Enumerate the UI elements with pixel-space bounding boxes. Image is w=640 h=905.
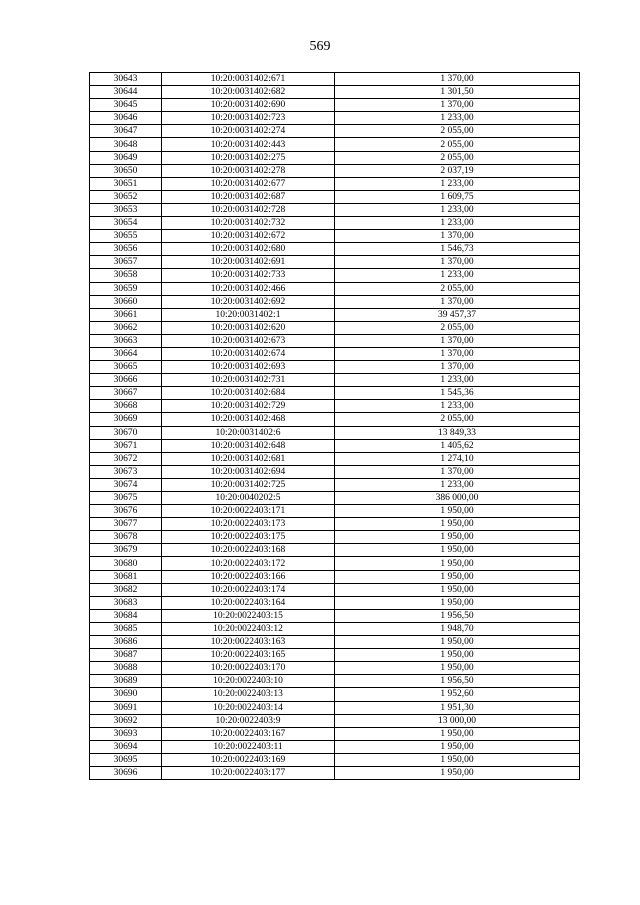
- amount-cell: 1 370,00: [335, 99, 580, 112]
- table-row: [90, 308, 580, 321]
- table-row: [90, 334, 580, 347]
- amount-cell: 1 950,00: [335, 766, 580, 779]
- row-number-cell: 30667: [90, 387, 162, 400]
- cadastral-number-cell: 10:20:0022403:165: [162, 649, 335, 662]
- table-row: [90, 636, 580, 649]
- cadastral-number-cell: 10:20:0022403:168: [162, 544, 335, 557]
- row-number-cell: 30652: [90, 190, 162, 203]
- table-row: [90, 400, 580, 413]
- row-number-cell: 30650: [90, 164, 162, 177]
- table-row: [90, 217, 580, 230]
- cadastral-number-cell: 10:20:0031402:682: [162, 86, 335, 99]
- amount-cell: 1 952,60: [335, 688, 580, 701]
- row-number-cell: 30655: [90, 230, 162, 243]
- row-number-cell: 30654: [90, 217, 162, 230]
- table-row: [90, 426, 580, 439]
- row-number-cell: 30677: [90, 518, 162, 531]
- amount-cell: 1 951,30: [335, 701, 580, 714]
- table-row: [90, 230, 580, 243]
- row-number-cell: 30682: [90, 583, 162, 596]
- cadastral-number-cell: 10:20:0022403:10: [162, 675, 335, 688]
- amount-cell: 1 301,50: [335, 86, 580, 99]
- amount-cell: 1 233,00: [335, 478, 580, 491]
- row-number-cell: 30660: [90, 295, 162, 308]
- cadastral-number-cell: 10:20:0022403:177: [162, 766, 335, 779]
- row-number-cell: 30684: [90, 609, 162, 622]
- row-number-cell: 30646: [90, 112, 162, 125]
- amount-cell: 1 950,00: [335, 570, 580, 583]
- table-row: [90, 531, 580, 544]
- cadastral-number-cell: 10:20:0022403:173: [162, 518, 335, 531]
- row-number-cell: 30674: [90, 478, 162, 491]
- table-row: [90, 478, 580, 491]
- amount-cell: 2 055,00: [335, 125, 580, 138]
- amount-cell: 2 055,00: [335, 151, 580, 164]
- cadastral-number-cell: 10:20:0022403:172: [162, 557, 335, 570]
- table-row: [90, 243, 580, 256]
- amount-cell: 1 950,00: [335, 740, 580, 753]
- row-number-cell: 30678: [90, 531, 162, 544]
- amount-cell: 1 950,00: [335, 596, 580, 609]
- amount-cell: 1 405,62: [335, 439, 580, 452]
- row-number-cell: 30648: [90, 138, 162, 151]
- cadastral-number-cell: 10:20:0031402:672: [162, 230, 335, 243]
- table-row: [90, 112, 580, 125]
- cadastral-number-cell: 10:20:0031402:693: [162, 361, 335, 374]
- row-number-cell: 30645: [90, 99, 162, 112]
- cadastral-number-cell: 10:20:0031402:733: [162, 269, 335, 282]
- table-row: [90, 701, 580, 714]
- cadastral-number-cell: 10:20:0031402:732: [162, 217, 335, 230]
- cadastral-number-cell: 10:20:0022403:171: [162, 505, 335, 518]
- amount-cell: 1 370,00: [335, 73, 580, 86]
- table-row: [90, 544, 580, 557]
- table-row: [90, 125, 580, 138]
- cadastral-number-cell: 10:20:0031402:674: [162, 347, 335, 360]
- amount-cell: 1 950,00: [335, 505, 580, 518]
- amount-cell: 1 950,00: [335, 636, 580, 649]
- cadastral-number-cell: 10:20:0022403:164: [162, 596, 335, 609]
- cadastral-number-cell: 10:20:0022403:14: [162, 701, 335, 714]
- amount-cell: 2 055,00: [335, 282, 580, 295]
- amount-cell: 1 545,36: [335, 387, 580, 400]
- table-row: [90, 570, 580, 583]
- row-number-cell: 30663: [90, 334, 162, 347]
- table-row: [90, 413, 580, 426]
- table-row: [90, 596, 580, 609]
- table-row: [90, 583, 580, 596]
- cadastral-number-cell: 10:20:0031402:681: [162, 452, 335, 465]
- row-number-cell: 30683: [90, 596, 162, 609]
- cadastral-number-cell: 10:20:0031402:671: [162, 73, 335, 86]
- table-row: [90, 295, 580, 308]
- cadastral-number-cell: 10:20:0022403:170: [162, 662, 335, 675]
- row-number-cell: 30659: [90, 282, 162, 295]
- table-row: [90, 753, 580, 766]
- amount-cell: 1 546,73: [335, 243, 580, 256]
- cadastral-number-cell: 10:20:0022403:169: [162, 753, 335, 766]
- cadastral-number-cell: 10:20:0031402:1: [162, 308, 335, 321]
- row-number-cell: 30668: [90, 400, 162, 413]
- table-row: [90, 649, 580, 662]
- cadastral-number-cell: 10:20:0031402:6: [162, 426, 335, 439]
- table-row: [90, 256, 580, 269]
- amount-cell: 1 370,00: [335, 256, 580, 269]
- table-row: [90, 138, 580, 151]
- row-number-cell: 30696: [90, 766, 162, 779]
- row-number-cell: 30685: [90, 622, 162, 635]
- row-number-cell: 30693: [90, 727, 162, 740]
- row-number-cell: 30665: [90, 361, 162, 374]
- row-number-cell: 30670: [90, 426, 162, 439]
- row-number-cell: 30691: [90, 701, 162, 714]
- registry-table-body: [90, 73, 580, 780]
- amount-cell: 1 233,00: [335, 112, 580, 125]
- amount-cell: 1 950,00: [335, 727, 580, 740]
- row-number-cell: 30688: [90, 662, 162, 675]
- row-number-cell: 30653: [90, 203, 162, 216]
- table-row: [90, 622, 580, 635]
- table-row: [90, 151, 580, 164]
- cadastral-number-cell: 10:20:0022403:13: [162, 688, 335, 701]
- cadastral-number-cell: 10:20:0031402:620: [162, 321, 335, 334]
- table-row: [90, 321, 580, 334]
- cadastral-number-cell: 10:20:0031402:468: [162, 413, 335, 426]
- amount-cell: 1 233,00: [335, 217, 580, 230]
- row-number-cell: 30671: [90, 439, 162, 452]
- cadastral-number-cell: 10:20:0031402:691: [162, 256, 335, 269]
- amount-cell: 1 233,00: [335, 203, 580, 216]
- table-row: [90, 727, 580, 740]
- amount-cell: 1 950,00: [335, 753, 580, 766]
- cadastral-number-cell: 10:20:0031402:466: [162, 282, 335, 295]
- amount-cell: 1 956,50: [335, 675, 580, 688]
- cadastral-number-cell: 10:20:0031402:723: [162, 112, 335, 125]
- cadastral-number-cell: 10:20:0031402:677: [162, 177, 335, 190]
- table-row: [90, 439, 580, 452]
- cadastral-number-cell: 10:20:0031402:673: [162, 334, 335, 347]
- cadastral-number-cell: 10:20:0022403:9: [162, 714, 335, 727]
- cadastral-number-cell: 10:20:0022403:12: [162, 622, 335, 635]
- amount-cell: 1 950,00: [335, 544, 580, 557]
- amount-cell: 1 233,00: [335, 374, 580, 387]
- table-row: [90, 269, 580, 282]
- row-number-cell: 30644: [90, 86, 162, 99]
- amount-cell: 1 370,00: [335, 347, 580, 360]
- table-row: [90, 518, 580, 531]
- amount-cell: 1 370,00: [335, 334, 580, 347]
- table-row: [90, 86, 580, 99]
- cadastral-number-cell: 10:20:0022403:167: [162, 727, 335, 740]
- cadastral-number-cell: 10:20:0031402:725: [162, 478, 335, 491]
- cadastral-number-cell: 10:20:0031402:274: [162, 125, 335, 138]
- amount-cell: 1 948,70: [335, 622, 580, 635]
- cadastral-number-cell: 10:20:0031402:690: [162, 99, 335, 112]
- amount-cell: 386 000,00: [335, 492, 580, 505]
- table-row: [90, 557, 580, 570]
- table-row: [90, 505, 580, 518]
- row-number-cell: 30643: [90, 73, 162, 86]
- amount-cell: 1 956,50: [335, 609, 580, 622]
- amount-cell: 1 950,00: [335, 649, 580, 662]
- amount-cell: 1 950,00: [335, 531, 580, 544]
- amount-cell: 39 457,37: [335, 308, 580, 321]
- row-number-cell: 30658: [90, 269, 162, 282]
- amount-cell: 2 055,00: [335, 413, 580, 426]
- amount-cell: 2 037,19: [335, 164, 580, 177]
- amount-cell: 1 950,00: [335, 518, 580, 531]
- table-row: [90, 164, 580, 177]
- row-number-cell: 30669: [90, 413, 162, 426]
- cadastral-number-cell: 10:20:0031402:687: [162, 190, 335, 203]
- cadastral-number-cell: 10:20:0031402:443: [162, 138, 335, 151]
- table-row: [90, 688, 580, 701]
- amount-cell: 1 274,10: [335, 452, 580, 465]
- amount-cell: 1 370,00: [335, 465, 580, 478]
- cadastral-number-cell: 10:20:0031402:648: [162, 439, 335, 452]
- amount-cell: 1 950,00: [335, 662, 580, 675]
- row-number-cell: 30662: [90, 321, 162, 334]
- row-number-cell: 30687: [90, 649, 162, 662]
- table-row: [90, 609, 580, 622]
- table-row: [90, 714, 580, 727]
- table-row: [90, 374, 580, 387]
- row-number-cell: 30657: [90, 256, 162, 269]
- page-number: 569: [309, 39, 331, 54]
- cadastral-number-cell: 10:20:0022403:166: [162, 570, 335, 583]
- table-row: [90, 190, 580, 203]
- table-row: [90, 361, 580, 374]
- row-number-cell: 30675: [90, 492, 162, 505]
- table-row: [90, 73, 580, 86]
- amount-cell: 1 950,00: [335, 583, 580, 596]
- row-number-cell: 30679: [90, 544, 162, 557]
- table-row: [90, 452, 580, 465]
- table-row: [90, 282, 580, 295]
- cadastral-number-cell: 10:20:0031402:728: [162, 203, 335, 216]
- cadastral-number-cell: 10:20:0031402:692: [162, 295, 335, 308]
- table-row: [90, 387, 580, 400]
- table-row: [90, 492, 580, 505]
- cadastral-number-cell: 10:20:0022403:11: [162, 740, 335, 753]
- cadastral-number-cell: 10:20:0031402:731: [162, 374, 335, 387]
- amount-cell: 1 370,00: [335, 361, 580, 374]
- cadastral-number-cell: 10:20:0031402:275: [162, 151, 335, 164]
- cadastral-number-cell: 10:20:0031402:278: [162, 164, 335, 177]
- row-number-cell: 30647: [90, 125, 162, 138]
- registry-table: [89, 72, 580, 780]
- table-row: [90, 465, 580, 478]
- amount-cell: 1 233,00: [335, 269, 580, 282]
- amount-cell: 1 609,75: [335, 190, 580, 203]
- table-row: [90, 662, 580, 675]
- amount-cell: 1 233,00: [335, 400, 580, 413]
- amount-cell: 1 370,00: [335, 295, 580, 308]
- cadastral-number-cell: 10:20:0022403:163: [162, 636, 335, 649]
- cadastral-number-cell: 10:20:0022403:15: [162, 609, 335, 622]
- cadastral-number-cell: 10:20:0031402:694: [162, 465, 335, 478]
- amount-cell: 2 055,00: [335, 321, 580, 334]
- amount-cell: 1 233,00: [335, 177, 580, 190]
- amount-cell: 1 370,00: [335, 230, 580, 243]
- row-number-cell: 30692: [90, 714, 162, 727]
- row-number-cell: 30681: [90, 570, 162, 583]
- amount-cell: 1 950,00: [335, 557, 580, 570]
- table-row: [90, 99, 580, 112]
- row-number-cell: 30686: [90, 636, 162, 649]
- row-number-cell: 30672: [90, 452, 162, 465]
- row-number-cell: 30694: [90, 740, 162, 753]
- table-row: [90, 203, 580, 216]
- cadastral-number-cell: 10:20:0040202:5: [162, 492, 335, 505]
- table-row: [90, 740, 580, 753]
- row-number-cell: 30676: [90, 505, 162, 518]
- cadastral-number-cell: 10:20:0031402:680: [162, 243, 335, 256]
- row-number-cell: 30666: [90, 374, 162, 387]
- row-number-cell: 30689: [90, 675, 162, 688]
- row-number-cell: 30649: [90, 151, 162, 164]
- row-number-cell: 30680: [90, 557, 162, 570]
- table-row: [90, 177, 580, 190]
- amount-cell: 2 055,00: [335, 138, 580, 151]
- amount-cell: 13 849,33: [335, 426, 580, 439]
- table-row: [90, 347, 580, 360]
- row-number-cell: 30673: [90, 465, 162, 478]
- row-number-cell: 30661: [90, 308, 162, 321]
- cadastral-number-cell: 10:20:0022403:174: [162, 583, 335, 596]
- row-number-cell: 30656: [90, 243, 162, 256]
- table-row: [90, 675, 580, 688]
- table-row: [90, 766, 580, 779]
- cadastral-number-cell: 10:20:0031402:684: [162, 387, 335, 400]
- cadastral-number-cell: 10:20:0031402:729: [162, 400, 335, 413]
- row-number-cell: 30690: [90, 688, 162, 701]
- cadastral-number-cell: 10:20:0022403:175: [162, 531, 335, 544]
- row-number-cell: 30695: [90, 753, 162, 766]
- amount-cell: 13 000,00: [335, 714, 580, 727]
- row-number-cell: 30651: [90, 177, 162, 190]
- row-number-cell: 30664: [90, 347, 162, 360]
